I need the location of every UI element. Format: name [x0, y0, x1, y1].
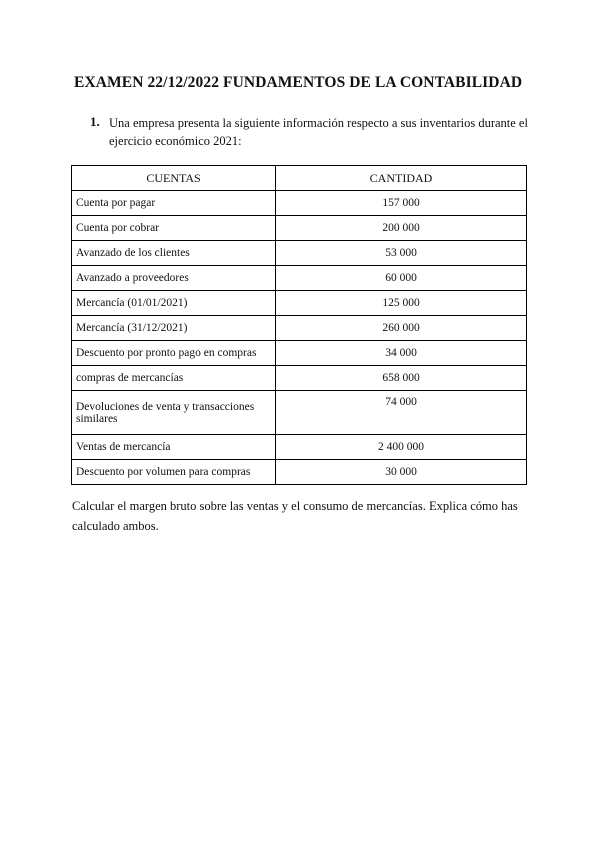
amount-cell: 260 000 [276, 316, 527, 341]
account-cell: Descuento por volumen para compras [72, 460, 276, 485]
account-cell: Mercancía (01/01/2021) [72, 291, 276, 316]
table-row [72, 216, 527, 241]
amount-cell: 74 000 [276, 391, 527, 435]
table-row [72, 241, 527, 266]
amount-cell: 60 000 [276, 266, 527, 291]
header-cantidad: CANTIDAD [276, 166, 527, 191]
table-row [72, 341, 527, 366]
table-header-row [72, 166, 527, 191]
amount-cell: 30 000 [276, 460, 527, 485]
table-row [72, 435, 527, 460]
account-cell: Cuenta por pagar [72, 191, 276, 216]
table-row [72, 316, 527, 341]
amount-cell: 34 000 [276, 341, 527, 366]
account-cell: Mercancía (31/12/2021) [72, 316, 276, 341]
amount-cell: 2 400 000 [276, 435, 527, 460]
amount-cell: 658 000 [276, 366, 527, 391]
amount-cell: 200 000 [276, 216, 527, 241]
inventory-table [71, 165, 527, 485]
account-cell: Avanzado a proveedores [72, 266, 276, 291]
account-cell: Ventas de mercancía [72, 435, 276, 460]
account-cell: Devoluciones de venta y transacciones similares [72, 391, 276, 435]
table-row [72, 460, 527, 485]
table-row [72, 291, 527, 316]
question-number: 1. [90, 114, 100, 129]
table-row [72, 366, 527, 391]
account-cell: Avanzado de los clientes [72, 241, 276, 266]
amount-cell: 125 000 [276, 291, 527, 316]
question-text: Una empresa presenta la siguiente información respecto a sus inventarios durante el ejercicio económico 2021: [109, 116, 528, 148]
table-row [72, 191, 527, 216]
exam-title: EXAMEN 22/12/2022 FUNDAMENTOS DE LA CONTABILIDAD [74, 74, 523, 91]
amount-cell: 53 000 [276, 241, 527, 266]
table-row [72, 391, 527, 435]
header-cuentas: CUENTAS [72, 166, 276, 191]
instructions-text: Calcular el margen bruto sobre las ventas y el consumo de mercancías. Explica cómo has calculado ambos. [72, 499, 518, 533]
table-row [72, 266, 527, 291]
account-cell: Descuento por pronto pago en compras [72, 341, 276, 366]
amount-cell: 157 000 [276, 191, 527, 216]
account-cell: Cuenta por cobrar [72, 216, 276, 241]
account-cell: compras de mercancías [72, 366, 276, 391]
